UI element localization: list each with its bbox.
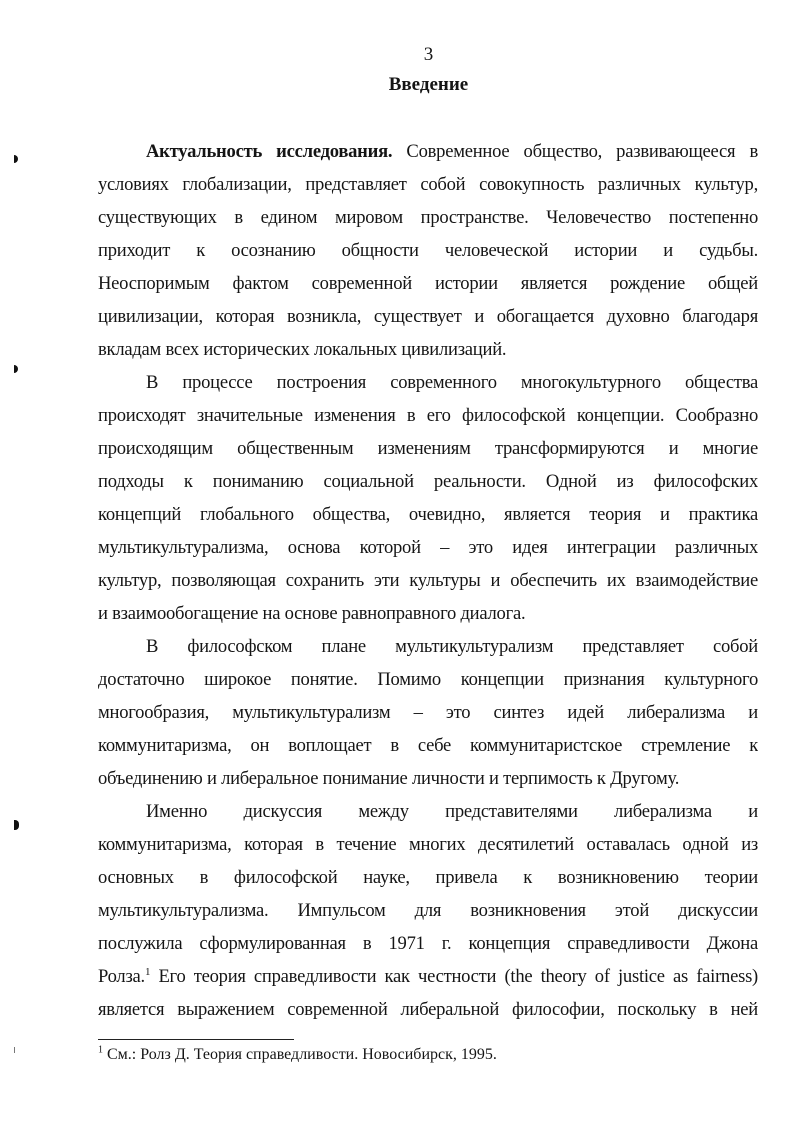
text-line: послужила сформулированная в 1971 г. концепция справедливости Джона: [98, 933, 758, 954]
text-line: Именно дискуссия между представителями либерализма и: [146, 801, 758, 822]
text-line: концепций глобального общества, очевидно, является теория и практика: [98, 504, 758, 525]
text-line: достаточно широкое понятие. Помимо концепции признания культурного: [98, 669, 758, 690]
text-line: коммунитаризма, которая в течение многих десятилетий оставалась одной из: [98, 834, 758, 855]
footnote-text: См.: Ролз Д. Теория справедливости. Новосибирск, 1995.: [103, 1046, 497, 1063]
text-line: и взаимообогащение на основе равноправного диалога.: [98, 603, 526, 624]
text-line: Ролза.$^1$ Его теория справедливости как честности (the theory of justice as fairness): [98, 965, 758, 987]
text-line: основных в философской науке, привела к возникновению теории: [98, 867, 758, 888]
footnote-separator: [98, 1039, 294, 1040]
page-number: 3: [423, 44, 434, 65]
text-line: является выражением современной либеральной философии, поскольку в ней: [98, 999, 758, 1020]
text-line: цивилизации, которая возникла, существует и обогащается духовно благодаря: [98, 306, 758, 327]
footnote-reference[interactable]: 1: [144, 965, 151, 978]
footnote: [98, 1046, 497, 1064]
text-line: коммунитаризма, он воплощает в себе коммунитаристское стремление к: [98, 735, 758, 756]
text-line: мультикультурализма. Импульсом для возникновения этой дискуссии: [98, 900, 758, 921]
text-line: мультикультурализма, основа которой – это идея интеграции различных: [98, 537, 758, 558]
section-heading: Введение: [388, 74, 469, 95]
text-line: В философском плане мультикультурализм представляет собой: [146, 636, 758, 657]
body-text: [98, 138, 758, 1029]
text-line: В процессе построения современного многокультурного общества: [146, 372, 758, 393]
text-line: подходы к пониманию социальной реальности. Одной из философских: [98, 471, 758, 492]
footnote-marker: 1: [98, 1044, 103, 1056]
text-line: Неоспоримым фактом современной истории является рождение общей: [98, 273, 758, 294]
scan-margin-mark: [14, 365, 18, 373]
text-line: существующих в едином мировом пространстве. Человечество постепенно: [98, 207, 758, 228]
text-line: происходят значительные изменения в его философской концепции. Сообразно: [98, 405, 758, 426]
scan-margin-tick: [14, 1047, 15, 1053]
text-line: культур, позволяющая сохранить эти культуры и обеспечить их взаимодействие: [98, 570, 758, 591]
text-line: Актуальность исследования. Современное общество, развивающееся в: [146, 141, 758, 162]
text-line: условиях глобализации, представляет собой совокупность различных культур,: [98, 174, 758, 195]
scan-margin-mark: [14, 155, 18, 163]
text-line: происходящим общественным изменениям трансформируются и многие: [98, 438, 758, 459]
scan-margin-mark: [14, 820, 19, 830]
text-line: многообразия, мультикультурализм – это синтез идей либерализма и: [98, 702, 758, 723]
bold-lead: Актуальность исследования.: [146, 141, 393, 162]
text-line: объединению и либеральное понимание личности и терпимость к Другому.: [98, 768, 680, 789]
text-line: вкладам всех исторических локальных цивилизаций.: [98, 339, 507, 360]
text-line: приходит к осознанию общности человеческой истории и судьбы.: [98, 240, 758, 261]
